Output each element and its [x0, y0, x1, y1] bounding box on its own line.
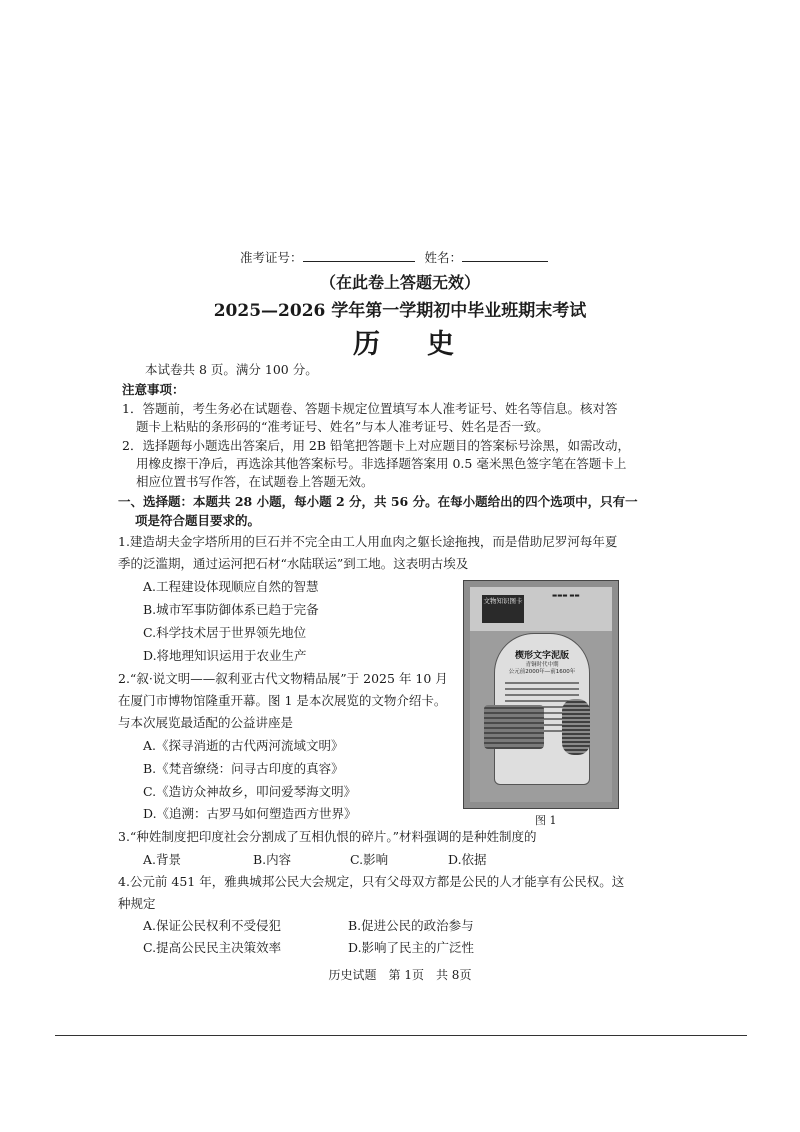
note2-line2: 用橡皮擦干净后，再选涂其他答案标号。非选择题答案用 0.5 毫米黑色签字笔在答题卡上 — [136, 456, 627, 471]
subject-char-right: 史 — [427, 329, 454, 360]
q1-option-c: C.科学技术居于世界领先地位 — [143, 625, 307, 640]
museum-logo-icon: ▬▬▬ ▬▬ — [552, 593, 580, 599]
exam-title: 2025—2026 学年第一学期初中毕业班期末考试 — [213, 301, 587, 321]
q3-option-b: B.内容 — [253, 852, 292, 867]
q1-stem-line1: 1.建造胡夫金字塔所用的巨石并不完全由工人用血肉之躯长途拖拽，而是借助尼罗河每年夏 — [118, 534, 618, 549]
exam-id-blank — [303, 250, 415, 262]
q3-option-c: C.影响 — [350, 852, 389, 867]
page-footer: 历史试题 第 1页 共 8页 — [328, 968, 472, 982]
exam-id-label: 准考证号： — [240, 250, 303, 265]
q3-stem-line1: 3.“种姓制度把印度社会分割成了互相仇恨的碎片。”材料强调的是种姓制度的 — [118, 829, 537, 844]
figure-panel-period — [495, 662, 589, 676]
bottom-divider — [55, 1035, 747, 1036]
q1-stem-line2: 季的泛滥期，通过运河把石材“水陆联运”到工地。这表明古埃及 — [118, 556, 469, 571]
figure-tag: 文物知识图卡 — [482, 595, 524, 623]
figure-caption: 图 1 — [535, 814, 557, 827]
q3-option-d: D.依据 — [448, 852, 487, 867]
q4-option-d: D.影响了民主的广泛性 — [348, 940, 475, 955]
q2-stem-line2: 在厦门市博物馆隆重开幕。图 1 是本次展览的文物介绍卡。 — [118, 693, 447, 708]
q4-option-b: B.促进公民的政治参与 — [348, 918, 474, 933]
q1-option-b: B.城市军事防御体系已趋于完备 — [143, 602, 319, 617]
q4-stem-line2: 种规定 — [118, 896, 156, 911]
note2-line3: 相应位置书写作答，在试题卷上答题无效。 — [136, 474, 374, 489]
note2-line1: 2．选择题每小题选出答案后，用 2B 铅笔把答题卡上对应题目的答案标号涂黑，如需改动， — [122, 438, 631, 453]
section1-line1: 一、选择题：本题共 28 小题，每小题 2 分，共 56 分。在每小题给出的四个选项中，只有一 — [118, 494, 638, 509]
notice: （在此卷上答题无效） — [319, 273, 480, 292]
note1-line2: 题卡上粘贴的条形码的“准考证号、姓名”与本人准考证号、姓名是否一致。 — [136, 419, 549, 434]
note1-line1: 1．答题前，考生务必在试题卷、答题卡规定位置填写本人准考证号、姓名等信息。核对答 — [122, 401, 618, 416]
q2-option-d: D.《追溯：古罗马如何塑造西方世界》 — [143, 806, 357, 821]
q4-option-a: A.保证公民权利不受侵犯 — [143, 918, 282, 933]
exam-summary: 本试卷共 8 页。满分 100 分。 — [145, 362, 318, 377]
clay-tablet-image — [484, 705, 544, 749]
subject-char-left: 历 — [353, 329, 380, 360]
figure-1-artifact-card — [463, 580, 619, 809]
exam-id-row — [240, 250, 548, 266]
figure-panel-sub2: 公元前2000年—前1600年 — [508, 669, 576, 675]
notes-heading: 注意事项： — [122, 382, 185, 397]
q2-stem-line3: 与本次展览最适配的公益讲座是 — [118, 715, 294, 730]
name-blank — [462, 250, 548, 262]
q4-stem-line1: 4.公元前 451 年，雅典城邦公民大会规定，只有父母双方都是公民的人才能享有公民权。这 — [118, 874, 625, 889]
section1-line2: 项是符合题目要求的。 — [135, 513, 261, 528]
figure-card-background — [470, 587, 612, 802]
q2-option-a: A.《探寻消逝的古代两河流域文明》 — [143, 738, 344, 753]
figure-panel-sub1: 青铜时代中期 — [525, 662, 559, 668]
figure-panel-title: 楔形文字泥版 — [514, 651, 569, 661]
q2-option-b: B.《梵音缭绕：问寻古印度的真容》 — [143, 761, 344, 776]
q3-option-a: A.背景 — [143, 852, 182, 867]
q2-stem-line1: 2.“叙·说文明——叙利亚古代文物精品展”于 2025 年 10 月 — [118, 671, 448, 686]
q1-option-d: D.将地理知识运用于农业生产 — [143, 648, 307, 663]
q2-option-c: C.《造访众神故乡，叩问爱琴海文明》 — [143, 784, 357, 799]
q4-option-c: C.提高公民民主决策效率 — [143, 940, 282, 955]
name-label: 姓名： — [424, 250, 463, 265]
clay-cone-image — [562, 699, 590, 755]
q1-option-a: A.工程建设体现顺应自然的智慧 — [143, 579, 319, 594]
